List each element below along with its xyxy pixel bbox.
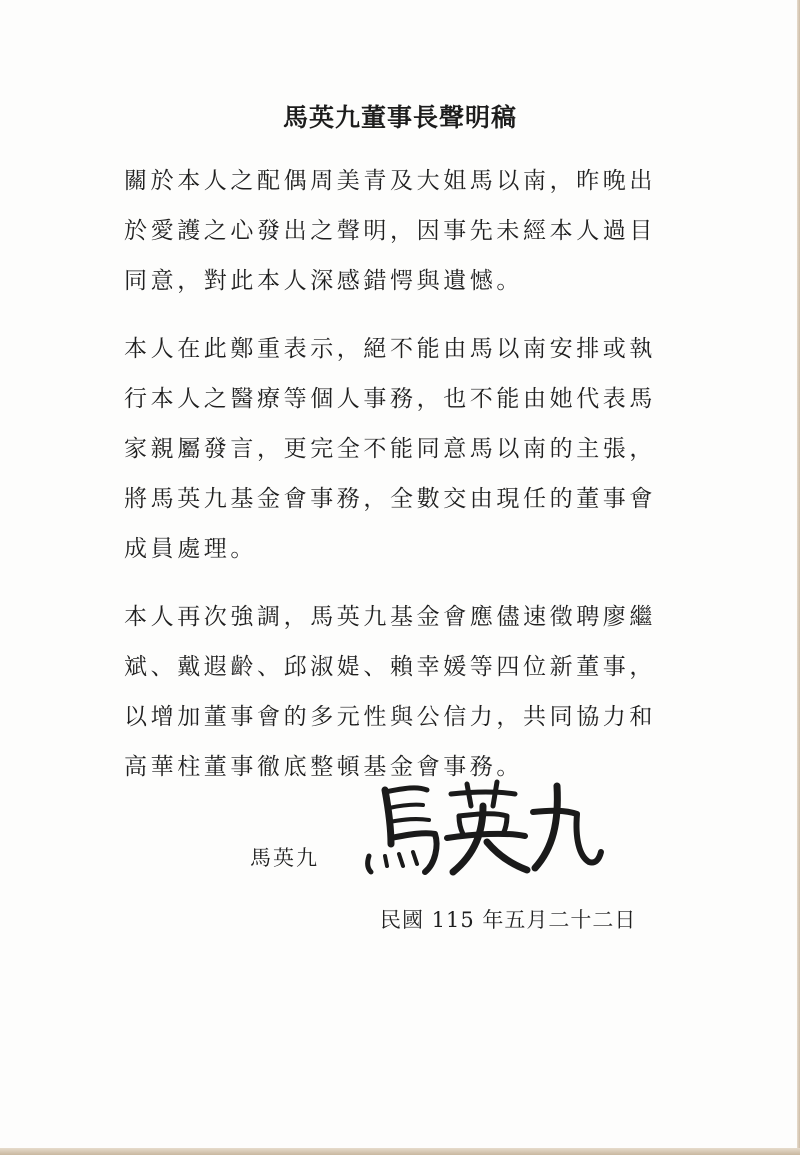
text-line: 本人再次強調，馬英九基金會應儘速徵聘廖繼: [124, 604, 656, 630]
paragraph-1: [124, 156, 669, 306]
text-line: 以增加董事會的多元性與公信力，共同協力和: [124, 704, 656, 730]
paragraph-3: [124, 592, 669, 792]
signer-name: 馬英九: [250, 846, 319, 870]
document-title: 馬英九董事長聲明稿: [282, 103, 517, 132]
text-line: 高華柱董事徹底整頓基金會事務。: [124, 754, 523, 780]
text-line: 將馬英九基金會事務，全數交由現任的董事會: [124, 486, 656, 512]
statement-body: [124, 156, 669, 810]
paper-edge-bottom: [0, 1148, 800, 1155]
handwritten-signature: [355, 772, 605, 882]
text-line: 家親屬發言，更完全不能同意馬以南的主張，: [124, 436, 656, 462]
text-line: 成員處理。: [124, 536, 257, 562]
text-line: 同意，對此本人深感錯愕與遺憾。: [124, 268, 523, 294]
text-line: 於愛護之心發出之聲明，因事先未經本人過目: [124, 218, 656, 244]
text-line: 斌、戴遐齡、邱淑媞、賴幸媛等四位新董事，: [124, 654, 656, 680]
text-line: 本人在此鄭重表示，絕不能由馬以南安排或執: [124, 336, 656, 362]
statement-date: 民國 115 年五月二十二日: [380, 908, 637, 932]
paragraph-2: [124, 324, 669, 574]
text-line: 行本人之醫療等個人事務，也不能由她代表馬: [124, 386, 656, 412]
text-line: 關於本人之配偶周美青及大姐馬以南，昨晚出: [124, 168, 656, 194]
